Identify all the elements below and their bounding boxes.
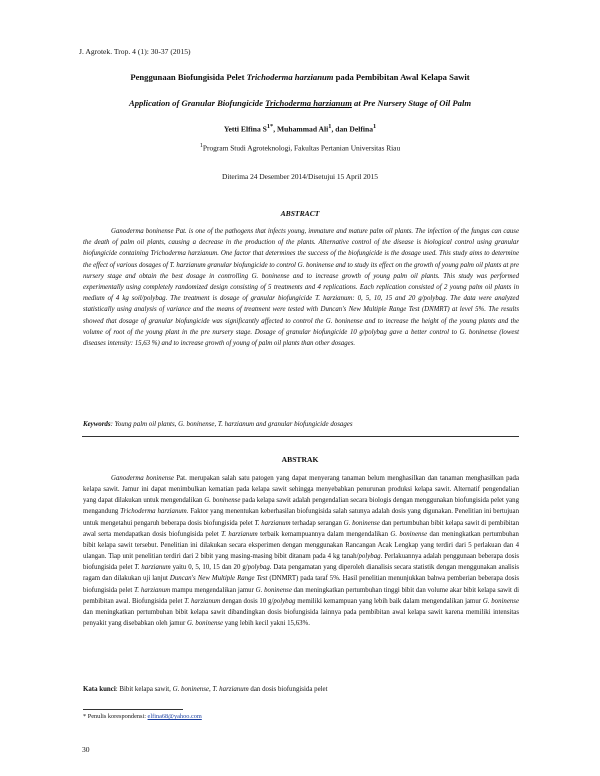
kata-kunci <box>83 686 519 693</box>
abstrak-text: memiliki kemampuan yang lebih baik dalam mengendalikan jamur <box>295 597 483 605</box>
title-id-post: pada Pembibitan Awal Kelapa Sawit <box>333 72 470 82</box>
authors <box>60 123 540 134</box>
page-number: 30 <box>82 745 90 754</box>
species-name: G. boninense <box>482 597 519 605</box>
author-3-sup: 1 <box>373 123 377 130</box>
affiliation-text: Program Studi Agroteknologi, Fakultas Pertanian Universitas Riau <box>202 143 401 153</box>
abstrak-text: . Faktor yang menentukan keberhasilan biofungisida salah satunya adalah dosis yang digunakan. Penelitian ini bertujuan untuk mengetahui pengaruh beberapa dosis biofungisida pelet <box>83 508 519 527</box>
title-en-post: at Pre Nursery Stage of Oil Palm <box>351 98 472 108</box>
species-name: G. boninense <box>390 530 428 538</box>
abstrak-heading: ABSTRAK <box>281 455 319 464</box>
journal-citation: J. Agrotek. Trop. 4 (1): 30-37 (2015) <box>79 47 191 56</box>
abstract-body: Ganoderma boninense Pat. is one of the pathogens that infects young, immature and mature palm oil plants. The infection of the fungus can cause the death of palm oil plants, causing a decrease in the production of the plants. Alternative control of the disease is biological control using granular biofungicide containing Trichoderma harzianum. One factor that determines the success of the biofungicide is the dosage used. This study aims to determine the effect of various dosages of T. harzianum granular biofungicide to control G. boninense and to study its effect on the growth of young palm oil plants at pre nursery stage and obtain the best dosage in controlling G. boninense and to increase growth of young palm oil plants. This study was performed experimentally using completely randomized design consisting of 5 treatments and 4 replications. Each replication consisted of 2 young palm oil plants in medium of 4 kg soil/polybag. The treatment is dosage of granular biofungicide T. harzianum: 0, 5, 10, 15 and 20 g/polybag. The data were analyzed statistically using analysis of variance and the means of treatment were tested with Duncan's New Multiple Range Test (DNMRT) at level 5%. The results showed that dosage of granular biofungicide was significantly affected to control the G. boninense and to increase the height of the young plants and the volume of root of the young plant in the pre nursery stage. Dosage of granular biofungicide 10 g/polybag gave a better control to G. boninense (lowest diseases intensity: 15,63 %) and to increase growth of young of palm oil plants than other dosages. <box>83 228 519 348</box>
abstrak-text: Pat. merupakan salah satu patogen yang dapat menyerang tanaman belum menghasilkan dan tanaman menghasilkan pada kelapa sawit. Jamur ini dapat menimbulkan kematian pada kelapa sawit sehingga menyebabkan penurunan produksi kelapa sawit. Alternatif pengendalian yang dapat dilakukan untuk mengendalikan <box>83 475 519 505</box>
title-en-species: Trichoderma harzianum <box>265 98 352 108</box>
author-2: , Muhammad Ali <box>273 124 329 134</box>
kata-kunci-text: , <box>208 686 213 693</box>
species-name: G. boninense <box>186 620 224 628</box>
species-name: G. boninense <box>204 497 241 505</box>
footnote-divider <box>83 709 183 710</box>
abstrak-text: dan meningkatkan pertumbuhan bibit kelapa sawit tersebut. Penelitian ini dilakukan secara eksperimen dengan menggunakan Rancangan Acak Lengkap yang terdiri dari 5 perlakuan dan 4 ulangan. Tiap unit penelitian terdiri dari 2 bibit yang masing-masing bibit ditanam pada 4 kg tanah/ <box>83 530 519 561</box>
species-name: G. boninense <box>343 519 380 527</box>
title-english <box>60 98 540 108</box>
species-name: T. harzianum <box>184 597 221 605</box>
section-divider <box>82 436 519 437</box>
species-name: T. harzianum <box>254 519 291 527</box>
species-name: T. harzianum <box>212 686 249 693</box>
abstrak-text: dan meningkatkan pertumbuhan bibit kelapa sawit dibandingkan dosis biofungisida lainnya pada pembibitan awal kelapa sawit karena memiliki intensitas penyakit yang disebabkan oleh jamur <box>83 608 519 628</box>
keywords <box>83 421 519 428</box>
title-id-species: Trichoderma harzianum <box>246 72 334 82</box>
abstrak-text: yaitu 0, 5, 10, 15 dan 20 g/ <box>170 564 248 572</box>
species-name: T. harzianum <box>221 530 258 538</box>
species-name: Trichoderma harzianum <box>120 508 187 516</box>
author-2-sup: 1 <box>328 123 332 130</box>
abstrak-text: terbaik kemampuannya dalam mengendalikan <box>257 530 391 538</box>
kata-kunci-text: : Bibit kelapa sawit, <box>115 686 173 693</box>
abstrak-text: dengan dosis 10 g/ <box>220 597 274 605</box>
title-en-pre: Application of Granular Biofungicide <box>128 98 266 108</box>
italic-term: Duncan's New Multiple Range Test <box>169 575 268 583</box>
species-name: Ganoderma boninense <box>111 475 174 482</box>
species-name: T. harzianum <box>134 586 171 594</box>
species-name: G. boninense <box>255 586 292 594</box>
abstrak-text: mampu mengendalikan jamur <box>170 586 256 594</box>
title-indonesian <box>60 72 540 82</box>
footnote <box>83 713 202 720</box>
abstrak-text: . Perlakuannya adalah penggunaan beberapa dosis biofungisida pelet <box>83 553 519 572</box>
received-accepted-dates: Diterima 24 Desember 2014/Disetujui 15 April 2015 <box>221 172 378 181</box>
kata-kunci-text: dan dosis biofungisida pelet <box>248 686 328 693</box>
italic-term: polybag <box>358 553 381 561</box>
abstrak-text: pada kelapa sawit adalah pengendalian secara biologis dengan menggunakan biofungisida pelet yang mengandung <box>83 497 520 516</box>
species-name: T. harzianum <box>134 564 171 572</box>
italic-term: polybag <box>247 564 270 572</box>
affiliation-sup: 1 <box>199 143 203 149</box>
italic-term: polybag <box>273 597 296 605</box>
abstrak-body <box>83 473 519 629</box>
author-email-link[interactable]: elfina68@yahoo.com <box>147 713 202 720</box>
keywords-label: Keywords <box>83 421 111 428</box>
author-1-sup: 1* <box>266 123 274 130</box>
abstrak-text: (DNMRT) pada taraf 5%. Hasil penelitian menunjukkan bahwa pemberian beberapa dosis biofungisida pelet <box>83 575 519 594</box>
abstract-heading: ABSTRACT <box>280 209 320 218</box>
affiliation <box>60 143 540 152</box>
abstrak-text: . Data pengamatan yang diperoleh dianalisis secara statistik dengan menggunakan analisis ragam dan dilakukan uji lanjut <box>83 564 520 583</box>
species-name: G. boninense <box>172 686 209 693</box>
abstrak-text: dan meningkatkan pertumbuhan tinggi bibit dan volume akar bibit kelapa sawit di pembibitan awal. Biofungisida pelet <box>83 586 520 605</box>
keywords-text: : Young palm oil plants, G. boninense, T. harzianum and granular biofungicide dosages <box>110 421 353 428</box>
abstrak-text: dan pertumbuhan bibit kelapa sawit di pembibitan awal serta mendapatkan dosis biofungisida pelet <box>83 519 520 538</box>
footnote-prefix: * Penulis korespondensi: <box>83 713 148 720</box>
abstrak-text: yang lebih kecil yakni 15,63%. <box>223 620 310 628</box>
author-3: , dan Delfina <box>331 124 373 134</box>
author-1: Yetti Elfina S <box>223 124 267 134</box>
title-id-pre: Penggunaan Biofungisida Pelet <box>130 72 247 82</box>
abstrak-text: terhadap serangan <box>290 519 344 527</box>
kata-kunci-label: Kata kunci <box>83 686 116 693</box>
